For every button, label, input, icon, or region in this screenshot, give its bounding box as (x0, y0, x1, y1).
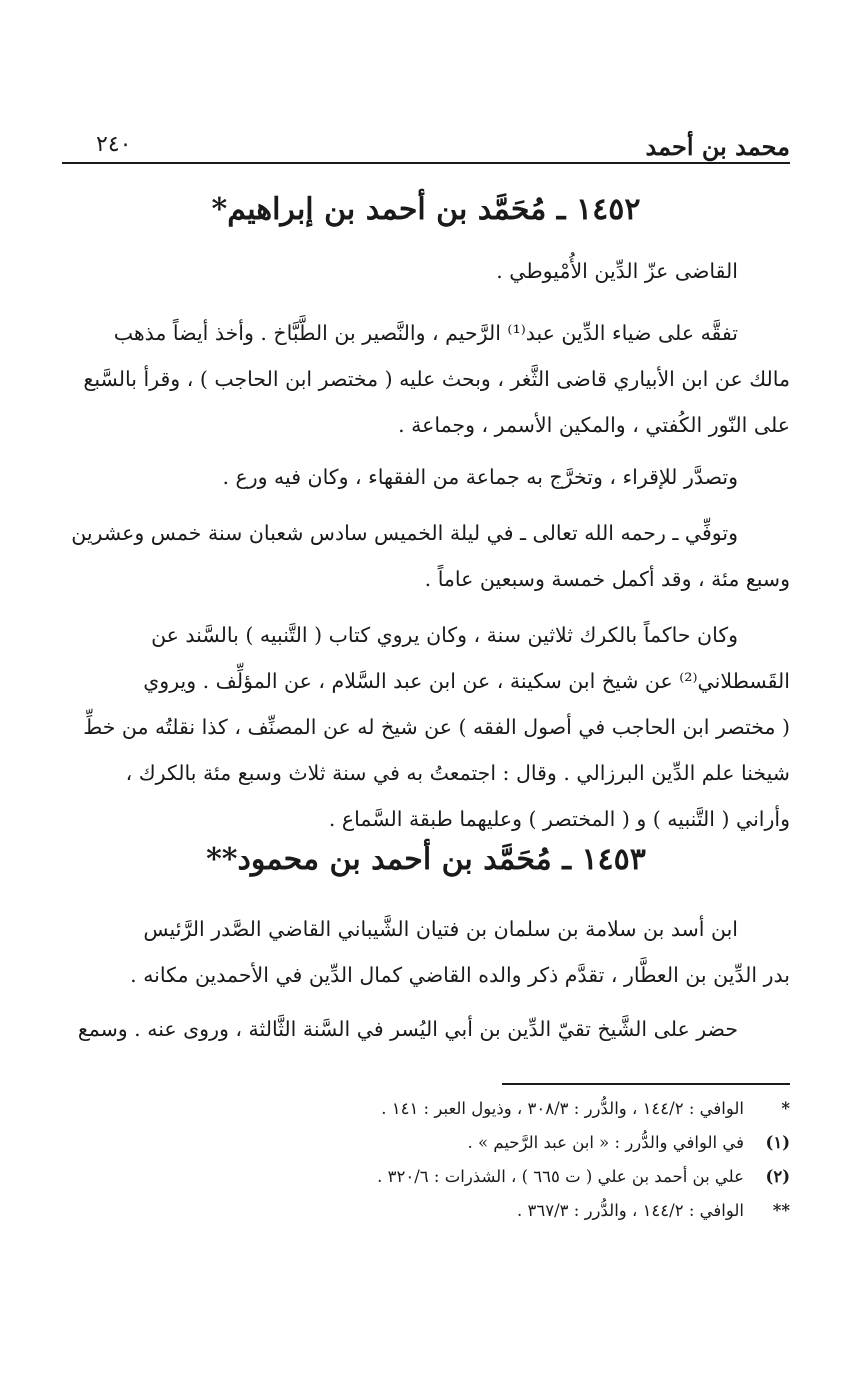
text-line: حضر على الشَّيخ تقيّ الدِّين بن أبي اليُسر في السَّنة الثَّالثة ، وروى عنه . وسمع (77, 1017, 738, 1041)
text-line: على النّور الكُفتي ، والمكين الأسمر ، وجماعة . (398, 413, 790, 437)
footnote-text: في الوافي والدُّرر : « ابن عبد الرَّحيم » . (467, 1133, 744, 1152)
footnote-marker: (٢) (765, 1167, 790, 1186)
text-line: وتصدَّر للإقراء ، وتخرَّج به جماعة من الفقهاء ، وكان فيه ورع . (222, 465, 738, 489)
text-line: وأراني ( التَّنبيه ) و ( المختصر ) وعليهما طبقة السَّماع . (328, 807, 790, 831)
text-line: بدر الدِّين بن العطَّار ، تقدَّم ذكر والده القاضي كمال الدِّين في الأحمدين مكانه . (130, 963, 790, 987)
header-rule (62, 162, 790, 164)
text-line: ( مختصر ابن الحاجب في أصول الفقه ) عن شيخ له عن المصنِّف ، كذا نقلتُه من خطِّ (83, 715, 790, 739)
text-line: وتوفِّي ـ رحمه الله تعالى ـ في ليلة الخميس سادس شعبان سنة خمس وعشرين (71, 521, 738, 545)
running-title: محمد بن أحمد (645, 132, 790, 161)
entry-1452-paragraph-1 (62, 248, 790, 294)
page-number: ٢٤٠ (96, 132, 132, 157)
entry-1452-heading: ١٤٥٢ ـ مُحَمَّد بن أحمد بن إبراهيم* (211, 192, 641, 227)
footnote-marker: (١) (765, 1133, 790, 1152)
entry-1453-heading: ١٤٥٣ ـ مُحَمَّد بن أحمد بن محمود** (206, 842, 646, 877)
footnote-text: علي بن أحمد بن علي ( ت ٦٦٥ ) ، الشذرات : ٣٢٠/٦ . (377, 1167, 744, 1186)
text-line: تفقَّه على ضياء الدِّين عبد⁽¹⁾ الرَّحيم ، والنَّصير بن الطَّبَّاخ . وأخذ أيضاً مذهب (113, 321, 738, 345)
footnote (62, 1126, 790, 1160)
entry-1453-paragraph-2 (62, 1006, 790, 1052)
footnote (62, 1160, 790, 1194)
footnote-marker: * (781, 1099, 790, 1118)
footnote (62, 1194, 790, 1228)
text-line: وكان حاكماً بالكرك ثلاثين سنة ، وكان يروي كتاب ( التَّنبيه ) بالسَّند عن (151, 623, 738, 647)
text-line: شيخنا علم الدِّين البرزالي . وقال : اجتمعتُ به في سنة ثلاث وسبع مئة بالكرك ، (125, 761, 790, 785)
footnote-text: الوافي : ١٤٤/٢ ، والدُّرر : ٣٠٨/٣ ، وذيول العبر : ١٤١ . (381, 1099, 744, 1118)
footnote-rule (502, 1083, 790, 1085)
text-line: ابن أسد بن سلامة بن سلمان بن فتيان الشَّيباني القاضي الصَّدر الرَّئيس (143, 917, 738, 941)
footnote-text: الوافي : ١٤٤/٢ ، والدُّرر : ٣٦٧/٣ . (517, 1201, 744, 1220)
book-page (62, 0, 790, 1377)
entry-1453-paragraph-1 (62, 906, 790, 998)
footnote (62, 1092, 790, 1126)
text-line: مالك عن ابن الأبياري قاضى الثَّغر ، وبحث عليه ( مختصر ابن الحاجب ) ، وقرأ بالسَّبع (83, 367, 790, 391)
entry-1452-paragraph-2 (62, 310, 790, 448)
entry-1452-paragraph-3 (62, 454, 790, 500)
text-line: وسبع مئة ، وقد أكمل خمسة وسبعين عاماً . (424, 567, 790, 591)
entry-1452-paragraph-4 (62, 510, 790, 602)
running-head (62, 128, 790, 164)
entry-1452-paragraph-5 (62, 612, 790, 842)
footnote-marker: ** (772, 1201, 790, 1220)
text-line: القاضى عزّ الدِّين الأُمْيوطي . (496, 259, 738, 283)
footnotes (62, 1092, 790, 1228)
text-line: القَسطلاني⁽²⁾ عن شيخ ابن سكينة ، عن ابن عبد السَّلام ، عن المؤلِّف . ويروي (143, 669, 790, 693)
